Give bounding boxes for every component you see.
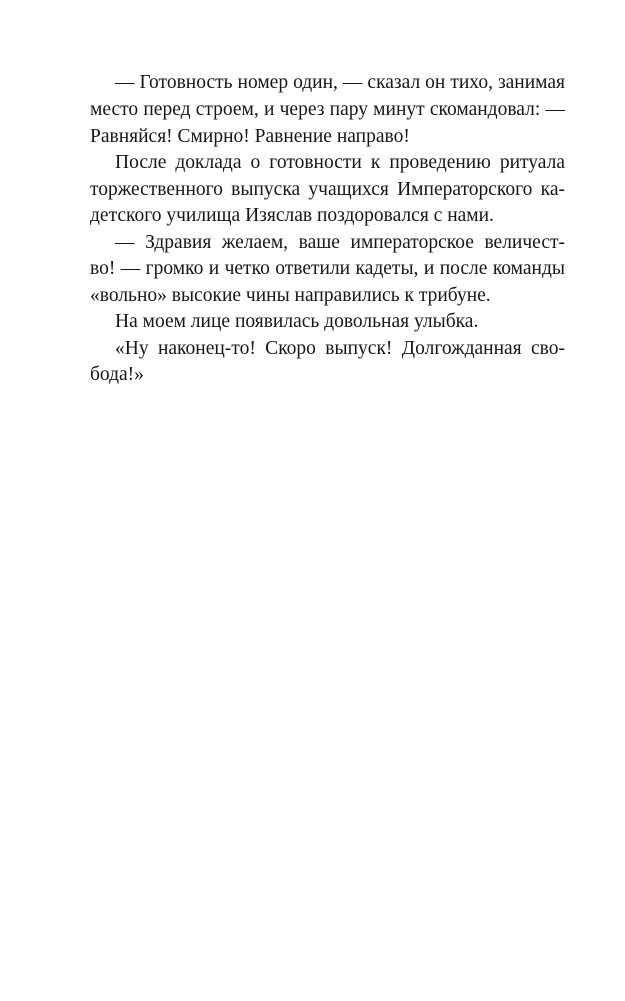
- text-line: После доклада о готовности к проведению ритуала: [115, 152, 565, 173]
- text-line: «Ну наконец-то! Скоро выпуск! Долгожданная сво-: [115, 338, 565, 359]
- text-line: торжественного выпуска учащихся Императорского ка-: [90, 179, 565, 200]
- text-line: во! — громко и четко ответили кадеты, и после команды: [90, 258, 565, 279]
- text-line: — Здравия желаем, ваше императорское величест-: [115, 232, 565, 253]
- text-line: «вольно» высокие чины направились к трибуне.: [90, 285, 491, 306]
- text-line: детского училища Изяслав поздоровался с нами.: [90, 205, 494, 226]
- text-line: — Готовность номер один, — сказал он тихо, занимая: [115, 72, 565, 93]
- text-line: место перед строем, и через пару минут скомандовал: —: [90, 99, 565, 120]
- text-line: Равняйся! Смирно! Равнение направо!: [90, 126, 410, 147]
- text-line: бода!»: [90, 364, 144, 385]
- text-line: На моем лице появилась довольная улыбка.: [115, 311, 479, 332]
- book-page: [90, 0, 565, 1001]
